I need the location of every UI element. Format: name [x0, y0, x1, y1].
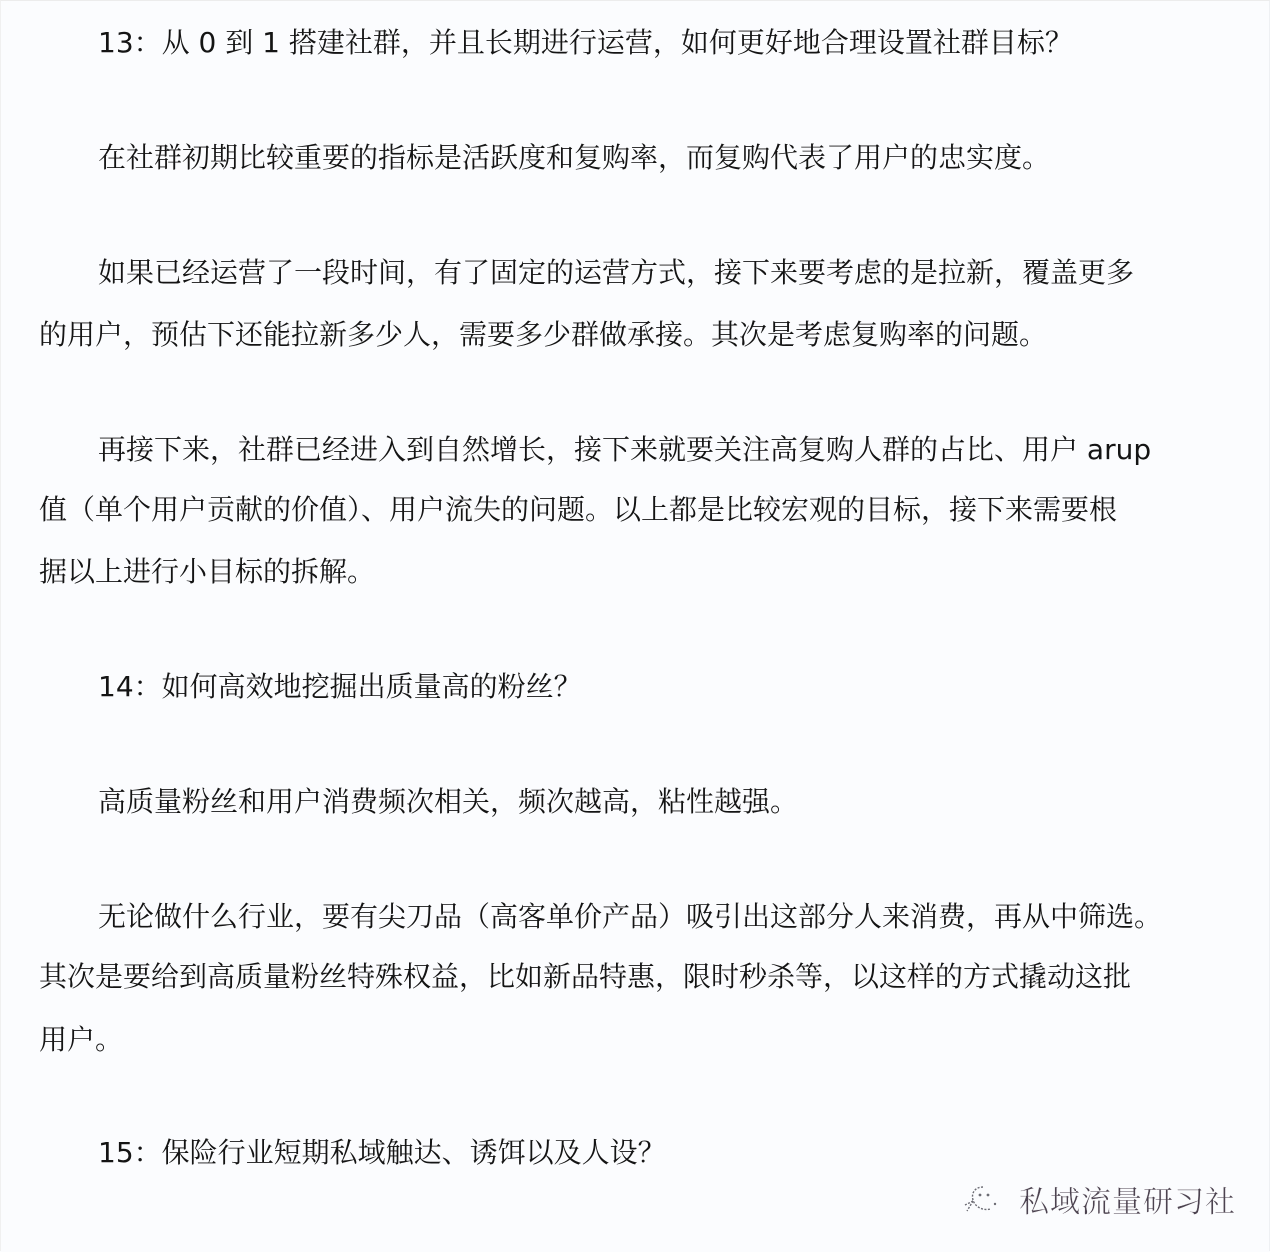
watermark-text: 私域流量研习社 [1019, 1185, 1236, 1220]
wechat-official-account-icon [961, 1181, 1007, 1217]
paragraph-14-2-line-2: 其次是要给到高质量粉丝特殊权益，比如新品特惠，限时秒杀等，以这样的方式撬动这批 [39, 960, 1132, 993]
paragraph-13-3-line-2: 值（单个用户贡献的价值）、用户流失的问题。以上都是比较宏观的目标，接下来需要根 [39, 493, 1118, 526]
paragraph-13-2-line-2: 的用户，预估下还能拉新多少人，需要多少群做承接。其次是考虑复购率的问题。 [39, 318, 1048, 351]
paragraph-14-2-line-3: 用户。 [39, 1023, 124, 1056]
paragraph-13-3-line-1: 再接下来，社群已经进入到自然增长，接下来就要关注高复购人群的占比、用户 arup [98, 433, 1152, 466]
paragraph-13-3-line-3: 据以上进行小目标的拆解。 [39, 555, 376, 588]
paragraph-13-2-line-1: 如果已经运营了一段时间，有了固定的运营方式，接下来要考虑的是拉新，覆盖更多 [98, 256, 1135, 289]
paragraph-14-1-line-1: 高质量粉丝和用户消费频次相关，频次越高，粘性越强。 [98, 785, 799, 818]
watermark [961, 1177, 1236, 1221]
paragraph-14-2-line-1: 无论做什么行业，要有尖刀品（高客单价产品）吸引出这部分人来消费，再从中筛选。 [98, 900, 1163, 933]
question-13-heading: 13：从 0 到 1 搭建社群，并且长期进行运营，如何更好地合理设置社群目标？ [98, 26, 1073, 59]
question-14-heading: 14：如何高效地挖掘出质量高的粉丝？ [98, 670, 582, 703]
question-15-heading: 15：保险行业短期私域触达、诱饵以及人设？ [98, 1136, 666, 1169]
paragraph-13-1-line-1: 在社群初期比较重要的指标是活跃度和复购率，而复购代表了用户的忠实度。 [98, 141, 1051, 174]
